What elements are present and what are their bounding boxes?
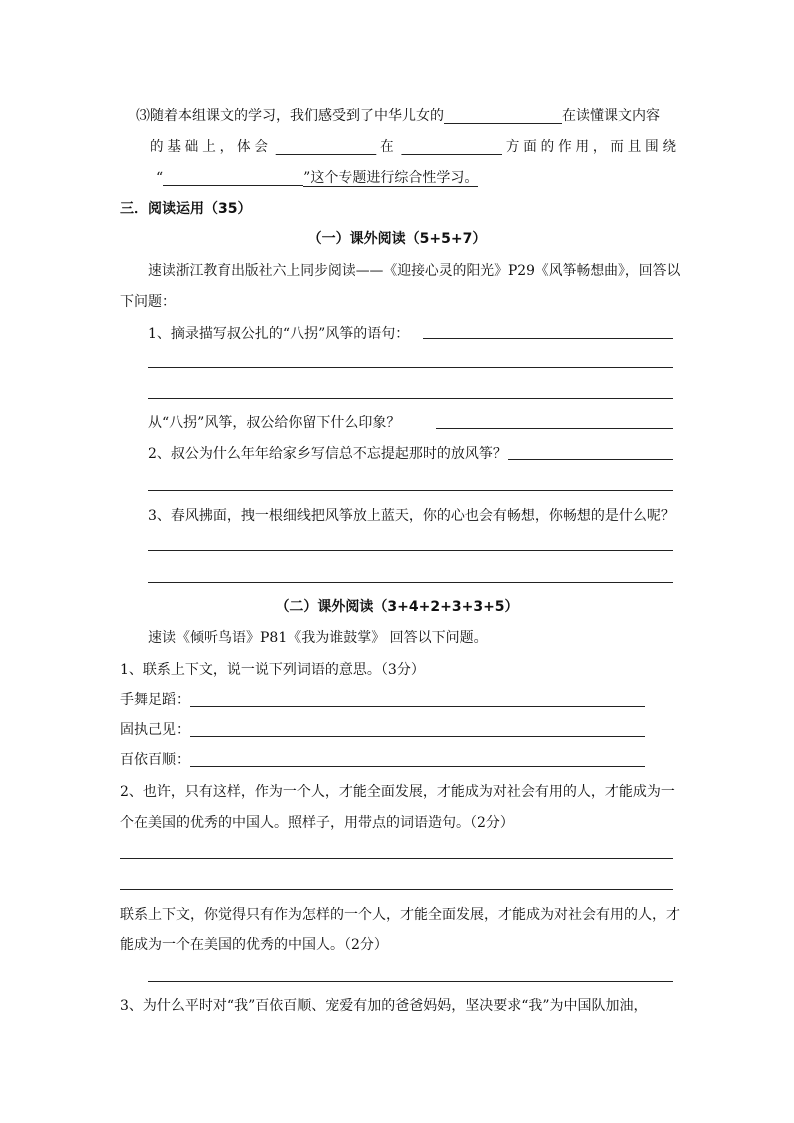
item3-text-a: ⑶随着本组课文的学习，我们感受到了中华儿女的 xyxy=(136,108,444,124)
blank-4[interactable] xyxy=(163,171,303,186)
reading2-q2b-line2: 能成为一个在美国的优秀的中国人。（2分） xyxy=(120,937,388,953)
word-label: 百依百顺： xyxy=(120,752,190,768)
reading1-intro-line1: 速读浙江教育出版社六上同步阅读——《迎接心灵的阳光》P29《风筝畅想曲》，回答以 xyxy=(148,263,681,279)
reading2-q2-line2: 个在美国的优秀的中国人。照样子，用带点的词语造句。（2分） xyxy=(120,815,514,831)
fill-in-line-1 xyxy=(136,106,660,126)
item3-text-b: 在读懂课文内容 xyxy=(562,108,660,124)
blank-3[interactable] xyxy=(401,140,502,155)
blank-2[interactable] xyxy=(276,140,377,155)
answer-line[interactable] xyxy=(120,858,673,859)
reading2-title: （二）课外阅读（3+4+2+3+3+5） xyxy=(275,599,519,615)
reading1-q2: 2、叔公为什么年年给家乡写信总不忘提起那时的放风筝？ xyxy=(148,446,507,462)
word-row-1 xyxy=(120,690,190,710)
answer-line[interactable] xyxy=(148,490,673,491)
item3-text-c: 的基础上，体会 xyxy=(150,139,272,155)
reading1-q1-text: 1、摘录描写叔公扎的“八拐”风筝的语句： xyxy=(148,326,410,342)
answer-line[interactable] xyxy=(508,459,673,460)
answer-line[interactable] xyxy=(423,338,673,339)
reading1-q1 xyxy=(148,324,409,344)
reading1-intro-line2: 下问题： xyxy=(120,294,176,310)
reading2-intro: 速读《倾听鸟语》P81《我为谁鼓掌》 回答以下问题。 xyxy=(148,630,488,646)
reading2-q2b-line1: 联系上下文，你觉得只有作为怎样的一个人，才能全面发展，才能成为对社会有用的人，才 xyxy=(120,907,680,923)
answer-line[interactable] xyxy=(148,550,673,551)
reading1-q3: 3、春风拂面，拽一根细线把风筝放上蓝天，你的心也会有畅想，你畅想的是什么呢？ xyxy=(148,508,675,524)
word-label: 手舞足蹈： xyxy=(120,692,190,708)
answer-line[interactable] xyxy=(148,398,673,399)
fill-in-line-3 xyxy=(156,168,478,188)
item3-text-d: 在 xyxy=(380,139,398,155)
answer-line[interactable] xyxy=(190,706,645,707)
answer-line[interactable] xyxy=(190,766,645,767)
blank-1[interactable] xyxy=(444,109,562,124)
answer-line[interactable] xyxy=(148,981,673,982)
word-label: 固执己见： xyxy=(120,722,190,738)
word-row-3 xyxy=(120,750,190,770)
answer-line[interactable] xyxy=(120,889,673,890)
item3-text-f: “ xyxy=(156,170,164,186)
answer-line[interactable] xyxy=(436,428,673,429)
answer-line[interactable] xyxy=(190,736,645,737)
answer-line[interactable] xyxy=(148,582,673,583)
reading2-q2-line1: 2、也许，只有这样，作为一个人，才能全面发展，才能成为对社会有用的人，才能成为一 xyxy=(120,784,675,800)
answer-line[interactable] xyxy=(148,367,673,368)
reading1-q1b: 从“八拐”风筝，叔公给你留下什么印象？ xyxy=(148,415,401,431)
fill-in-line-2 xyxy=(150,137,680,157)
item3-text-e: 方面的作用，而且围绕 xyxy=(505,139,680,155)
reading2-q3: 3、为什么平时对“我”百依百顺、宠爱有加的爸爸妈妈，坚决要求“我”为中国队加油， xyxy=(120,998,648,1014)
word-row-2 xyxy=(120,720,190,740)
reading1-title: （一）课外阅读（5+5+7） xyxy=(307,231,487,247)
reading2-q1: 1、联系上下文，说一说下列词语的意思。（3分） xyxy=(120,662,425,678)
item3-text-g: ”这个专题进行综合性学习。 xyxy=(303,170,479,186)
section-title: 三．阅读运用（35） xyxy=(120,201,252,217)
